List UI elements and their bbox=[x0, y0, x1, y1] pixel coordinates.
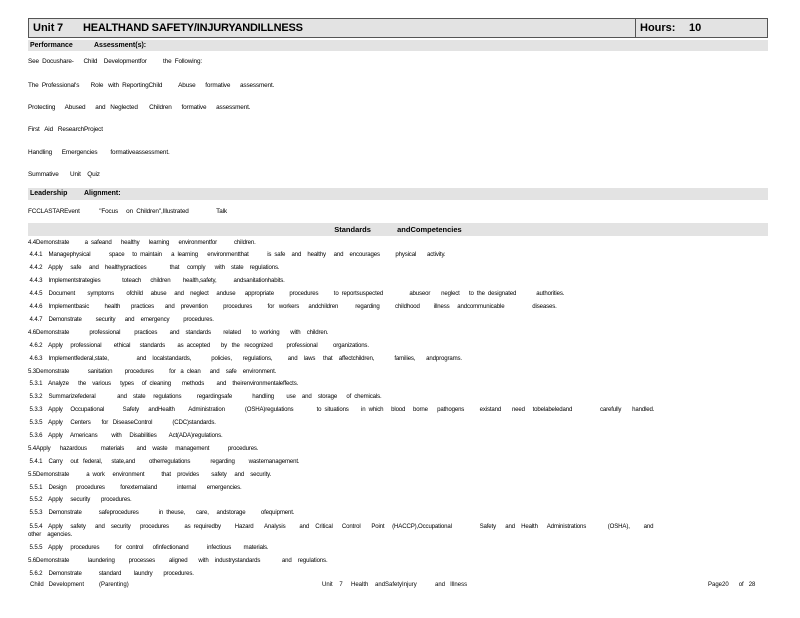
standard-line: 5.3.6 Apply Americans with Disabilities Act(ADA)regulations. bbox=[28, 432, 223, 439]
performance-item: First Aid ResearchProject bbox=[28, 126, 103, 133]
standard-line: 5.6.2 Demonstrate standard laundry procedures. bbox=[28, 570, 194, 577]
performance-item: Protecting Abused and Neglected Children formative assessment. bbox=[28, 104, 251, 111]
footer-unit: Unit 7 Health andSafetyInjury and Illness bbox=[322, 582, 468, 588]
standard-line: 4.4.3 Implementstrategies toteach children health,safety, andsanitationhabits. bbox=[28, 277, 285, 284]
standard-line: other agencies. bbox=[28, 531, 73, 538]
unit-label: Unit bbox=[33, 22, 55, 34]
leadership-header-row bbox=[28, 188, 768, 200]
standard-line: 4.6.2 Apply professional ethical standards as accepted by the recognized professional organizations. bbox=[28, 342, 369, 349]
standard-line: 5.3.2 Summarizefederal and state regulations regardingsafe handling use and storage of chemicals. bbox=[28, 393, 382, 400]
leadership-text: FCCLASTAREvent "Focus on Children",Illustrated Talk bbox=[28, 208, 227, 215]
hours-divider bbox=[635, 19, 636, 37]
standard-line: 4.4.5 Document symptoms ofchild abuse and neglect anduse appropriate procedures to reportsuspected abuseor neglect to the designated authorities. bbox=[28, 290, 565, 297]
standard-line: 4.6.3 Implementfederal,state, and localstandards, policies, regulations, and laws that affectchildren, families, andprograms. bbox=[28, 355, 462, 362]
unit-header-bar bbox=[28, 18, 768, 38]
footer-page: Page20 of 28 bbox=[708, 582, 756, 588]
standard-line: 5.5.5 Apply procedures for control ofinfectionand infectious materials. bbox=[28, 544, 269, 551]
standard-line: 4.4.2 Apply safe and healthypractices that comply with state regulations. bbox=[28, 264, 280, 271]
standard-line: 5.3.5 Apply Centers for DiseaseControl (CDC)standards. bbox=[28, 419, 216, 426]
standard-line: 5.4.1 Carry out federal, state,and otherregulations regarding wastemanagement. bbox=[28, 458, 300, 465]
standard-line: 5.5.3 Demonstrate safeprocedures in theuse, care, andstorage ofequipment. bbox=[28, 509, 295, 516]
standards-title-a: Standards bbox=[334, 225, 371, 234]
performance-item: The Professional's Role with ReportingChild Abuse formative assessment. bbox=[28, 82, 275, 89]
standard-line: 4.4Demonstrate a safeand healthy learning environmentfor children. bbox=[28, 239, 256, 246]
standards-title bbox=[28, 225, 768, 234]
document-page bbox=[28, 18, 768, 598]
standard-line: 4.4.6 Implementbasic health practices and prevention procedures for workers andchildren regarding childhood illness andcommunicable diseases. bbox=[28, 303, 557, 310]
standard-line: 4.4.7 Demonstrate security and emergency procedures. bbox=[28, 316, 214, 323]
standard-line: 5.5.2 Apply security procedures. bbox=[28, 496, 132, 503]
standard-line: 4.4.1 Managephysical space to maintain a learning environmentthat is safe and healthy and encourages physical activity. bbox=[28, 251, 446, 258]
performance-label: Performance bbox=[30, 42, 73, 49]
performance-item: Handling Emergencies formativeassessment. bbox=[28, 149, 170, 156]
performance-item: See Docushare- Child Developmentfor the Following: bbox=[28, 58, 202, 65]
standard-line: 4.6Demonstrate professional practices and standards related to working with children. bbox=[28, 329, 329, 336]
standard-line: 5.3.3 Apply Occupational Safety andHealth Administration (OSHA)regulations to situations in which blood borne pathogens existand need tobelabeledand carefully handled. bbox=[28, 406, 655, 413]
standard-line: 5.5.1 Design procedures forexternaland internal emergencies. bbox=[28, 484, 242, 491]
standard-line: 5.3Demonstrate sanitation procedures for a clean and safe environment. bbox=[28, 368, 277, 375]
alignment-label: Alignment: bbox=[84, 190, 121, 197]
standards-title-b: andCompetencies bbox=[397, 225, 462, 234]
unit-number: 7 bbox=[57, 22, 64, 34]
hours-value: 10 bbox=[689, 22, 702, 34]
performance-item: Summative Unit Quiz bbox=[28, 171, 100, 178]
unit-title: HEALTHAND SAFETY/INJURYANDILLNESS bbox=[83, 22, 303, 34]
hours-label: Hours: bbox=[640, 22, 676, 34]
footer-course: Child Development (Parenting) bbox=[30, 582, 129, 588]
standard-line: 5.5Demonstrate a work environment that provides safety and security. bbox=[28, 471, 272, 478]
standard-line: 5.6Demonstrate laundering processes aligned with industrystandards and regulations. bbox=[28, 557, 328, 564]
standard-line: 5.3.1 Analyze the various types of cleaning methods and theirenvironmentaleffects. bbox=[28, 380, 299, 387]
standard-line: 5.5.4 Apply safety and security procedures as requiredby Hazard Analysis and Critical Control Point (HACCP),Occupational Safety and Health Administrations (OSHA), and bbox=[28, 523, 654, 530]
leadership-label: Leadership bbox=[30, 190, 68, 197]
standard-line: 5.4Apply hazardous materials and waste management procedures. bbox=[28, 445, 259, 452]
assessment-label: Assessment(s): bbox=[94, 42, 147, 49]
